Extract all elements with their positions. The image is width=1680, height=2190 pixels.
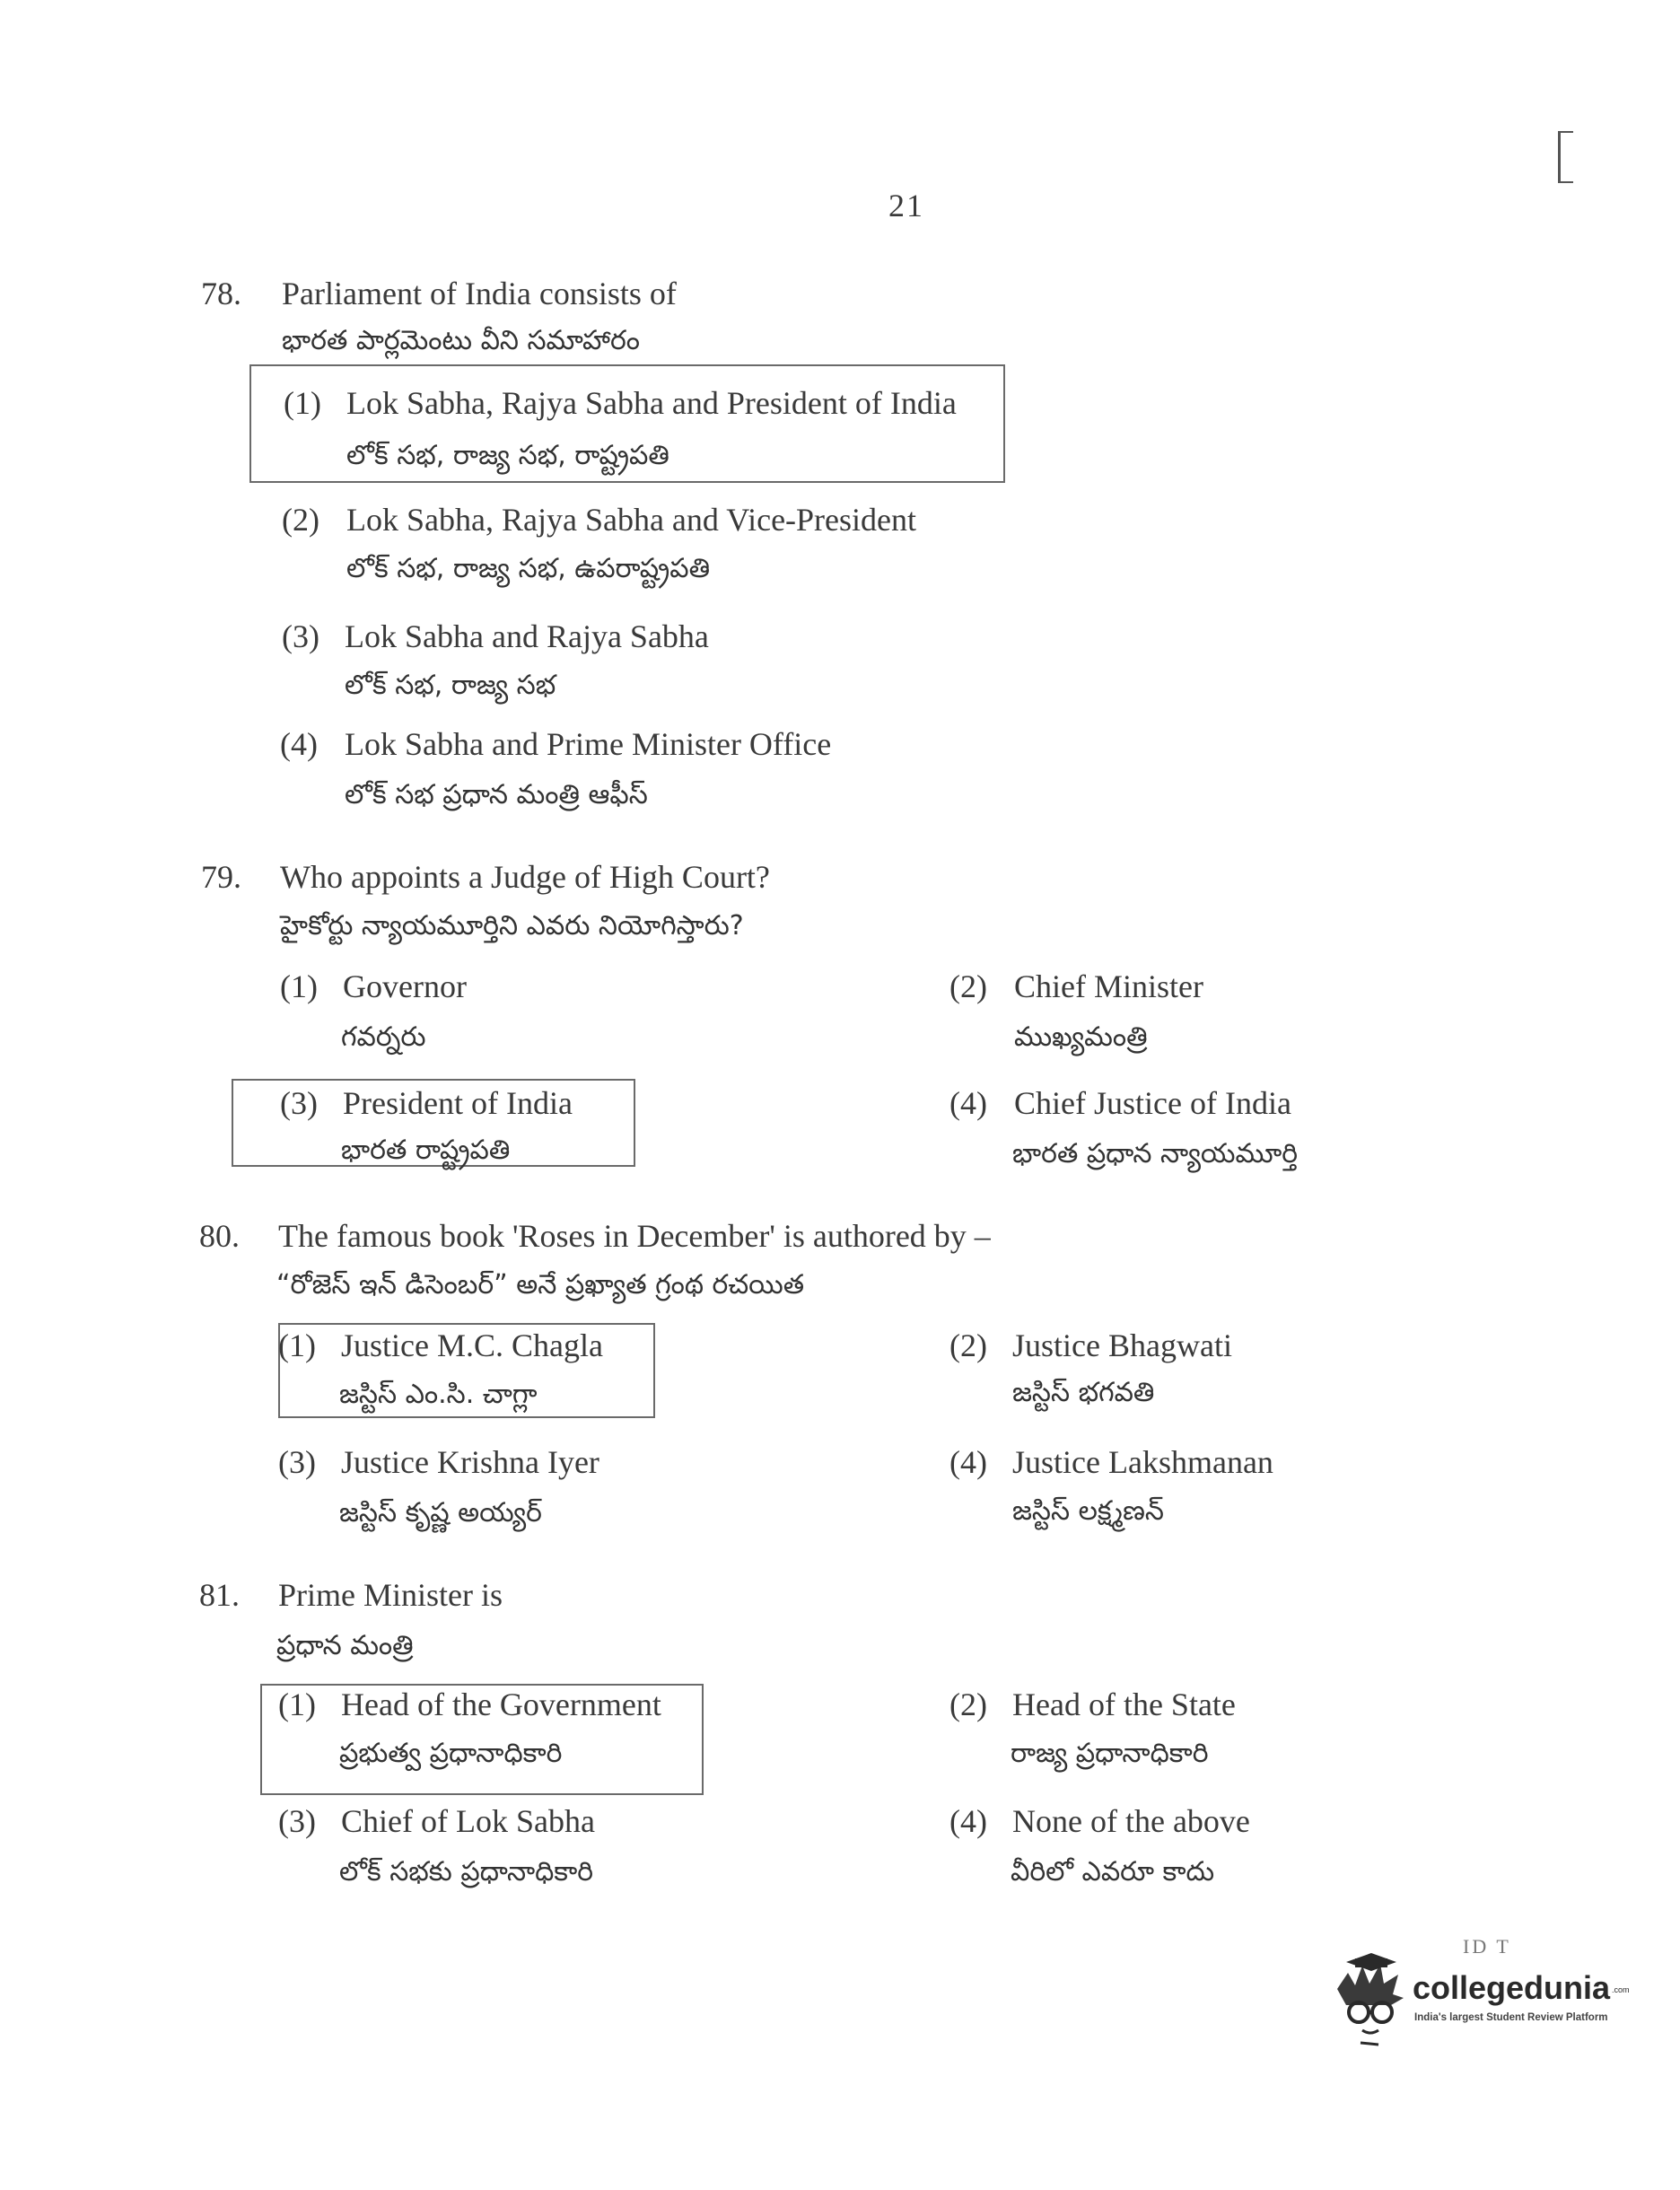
option-text-en: Lok Sabha, Rajya Sabha and President of India [346,385,957,421]
option-text-en: Justice Krishna Iyer [341,1444,599,1480]
question-number: 80. [199,1218,240,1254]
collegedunia-logo [1328,1953,1630,2052]
option-text-te: జస్టిస్ ఎం.సి. చాగ్లా [339,1379,538,1410]
option-text-te: గవర్నరు [341,1021,426,1053]
option-number: (1) [278,1686,316,1722]
footer-code: ID T [1463,1935,1511,1958]
option-number: (1) [278,1327,316,1363]
question-number: 79. [201,859,241,895]
option-text-te: లోక్ సభ, రాజ్య సభ, రాష్ట్రపతి [346,440,669,471]
option-number: (2) [949,1327,987,1363]
question-text-en: Who appoints a Judge of High Court? [280,859,770,895]
question-text-te: భారత పార్లమెంటు వీని సమాహారం [282,325,640,356]
option-text-en: Justice M.C. Chagla [341,1327,603,1363]
option-text-en: Chief of Lok Sabha [341,1803,595,1839]
option-number: (4) [280,726,318,762]
option-text-te: జస్టిస్ భగవతి [1012,1377,1155,1408]
logo-name-text: collegedunia [1413,1969,1611,2006]
student-mascot-icon [1328,1953,1411,2052]
question-number: 81. [199,1577,240,1613]
option-text-te: భారత ప్రధాన న్యాయమూర్తి [1012,1138,1299,1169]
option-text-te: లోక్ సభ, రాజ్య సభ [345,670,556,701]
option-text-te: లోక్ సభ, రాజ్య సభ, ఉపరాష్ట్రపతి [346,553,711,584]
option-text-te: భారత రాష్ట్రపతి [341,1134,511,1166]
option-number: (1) [280,968,318,1004]
logo-name [1413,1969,1630,2007]
option-text-te: ముఖ్యమంత్రి [1014,1021,1148,1053]
option-number: (4) [949,1085,987,1121]
question-text-te: ప్రధాన మంత్రి [276,1630,414,1661]
option-text-en: Governor [343,968,467,1004]
option-text-en: Justice Lakshmanan [1012,1444,1273,1480]
option-text-en: President of India [343,1085,573,1121]
question-number: 78. [201,276,241,311]
question-text-en: Prime Minister is [278,1577,503,1613]
option-text-te: జస్టిస్ కృష్ణ అయ్యర్ [339,1497,542,1529]
option-text-te: రాజ్య ప్రధానాధికారి [1011,1738,1209,1769]
option-text-en: Head of the State [1012,1686,1236,1722]
option-text-en: Chief Minister [1014,968,1203,1004]
option-number: (1) [284,385,321,421]
option-number: (3) [278,1444,316,1480]
question-text-en: The famous book 'Roses in December' is authored by – [278,1218,991,1254]
option-text-te: లోక్ సభ ప్రధాన మంత్రి ఆఫీస్ [345,779,648,810]
option-number: (2) [282,502,319,538]
option-text-te: లోక్ సభకు ప్రధానాధికారి [339,1856,594,1888]
question-text-en: Parliament of India consists of [282,276,677,311]
option-number: (4) [949,1444,987,1480]
option-number: (3) [282,618,319,654]
option-number: (3) [278,1803,316,1839]
option-text-en: Head of the Government [341,1686,661,1722]
option-number: (2) [949,968,987,1004]
question-text-te: హైకోర్టు న్యాయమూర్తిని ఎవరు నియోగిస్తారు? [280,910,744,942]
option-text-en: Chief Justice of India [1014,1085,1291,1121]
logo-tld: .com [1612,1985,1630,1995]
logo-tagline: India's largest Student Review Platform [1414,2012,1608,2023]
question-text-te: “రోజెస్ ఇన్ డిసెంబర్” అనే ప్రఖ్యాత గ్రంథ రచయిత [276,1269,805,1301]
page-number: 21 [888,188,924,223]
option-text-te: ప్రభుత్వ ప్రధానాధికారి [339,1738,563,1769]
scan-corner-mark [1558,131,1573,183]
option-text-en: None of the above [1012,1803,1250,1839]
option-text-te: జస్టిస్ లక్ష్మణన్ [1012,1495,1164,1527]
option-text-en: Lok Sabha and Rajya Sabha [345,618,709,654]
option-text-en: Lok Sabha and Prime Minister Office [345,726,832,762]
option-number: (4) [949,1803,987,1839]
option-text-en: Justice Bhagwati [1012,1327,1232,1363]
option-number: (2) [949,1686,987,1722]
option-text-en: Lok Sabha, Rajya Sabha and Vice-President [346,502,917,538]
option-number: (3) [280,1085,318,1121]
option-text-te: వీరిలో ఎవరూ కాదు [1011,1856,1215,1888]
